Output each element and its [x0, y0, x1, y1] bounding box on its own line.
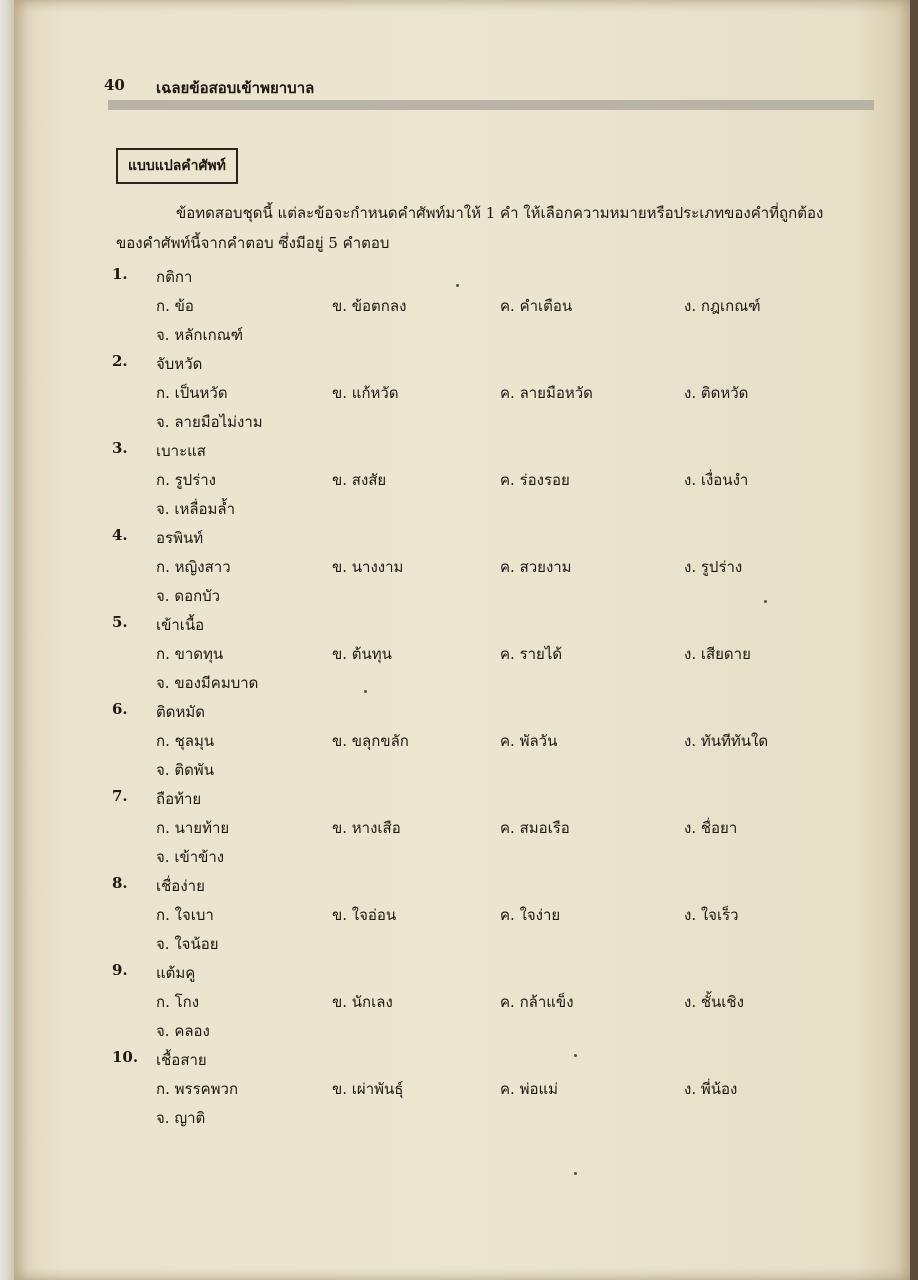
question-7 — [112, 787, 812, 874]
option-kho-khwai: ค. ร่องรอย — [500, 471, 570, 489]
option-kho: ข. นักเลง — [332, 993, 393, 1011]
section-title: แบบแปลคำศัพท์ — [116, 148, 238, 184]
option-kho: ข. สงสัย — [332, 471, 387, 489]
option-ko: ก. ขาดทุน — [156, 645, 224, 663]
page-number: 40 — [104, 76, 125, 94]
question-2 — [112, 352, 812, 439]
instructions — [116, 198, 876, 258]
question-word: เชื้อสาย — [156, 1051, 207, 1069]
option-ngo: ง. ใจเร็ว — [684, 906, 739, 924]
option-cho: จ. ดอกบัว — [156, 587, 221, 605]
instructions-line-1: ข้อทดสอบชุดนี้ แต่ละข้อจะกำหนดคำศัพท์มาให้ 1 คำ ให้เลือกความหมายหรือประเภทของคำที่ถูกต้อง — [176, 204, 824, 222]
question-number: 7. — [112, 787, 128, 805]
question-word: กติกา — [156, 268, 193, 286]
option-ngo: ง. ชื่อยา — [684, 819, 738, 837]
option-kho-khwai: ค. กล้าแข็ง — [500, 993, 574, 1011]
page-edge — [0, 0, 14, 1280]
option-kho: ข. ต้นทุน — [332, 645, 392, 663]
option-kho-khwai: ค. ลายมือหวัด — [500, 384, 593, 402]
paper-speck — [574, 1172, 577, 1175]
option-cho: จ. ของมีคมบาด — [156, 674, 259, 692]
question-word: ติดหมัด — [156, 703, 205, 721]
option-ngo: ง. เสียดาย — [684, 645, 751, 663]
question-number: 9. — [112, 961, 128, 979]
option-cho: จ. ใจน้อย — [156, 935, 219, 953]
option-ngo: ง. ชั้นเชิง — [684, 993, 744, 1011]
option-cho: จ. เข้าข้าง — [156, 848, 225, 866]
option-kho-khwai: ค. สวยงาม — [500, 558, 572, 576]
question-8 — [112, 874, 812, 961]
question-word: เชื่อง่าย — [156, 877, 205, 895]
header-rule — [108, 100, 874, 110]
option-ko: ก. ชุลมุน — [156, 732, 215, 750]
option-ngo: ง. รูปร่าง — [684, 558, 743, 576]
option-ngo: ง. พี่น้อง — [684, 1080, 738, 1098]
question-3 — [112, 439, 812, 526]
option-ngo: ง. กฎเกณฑ์ — [684, 297, 761, 315]
page-header — [104, 74, 874, 100]
option-ko: ก. โกง — [156, 993, 200, 1011]
option-kho-khwai: ค. พัลวัน — [500, 732, 558, 750]
option-ko: ก. เป็นหวัด — [156, 384, 228, 402]
option-ko: ก. ใจเบา — [156, 906, 214, 924]
option-cho: จ. คลอง — [156, 1022, 210, 1040]
option-ko: ก. นายท้าย — [156, 819, 230, 837]
option-kho: ข. นางงาม — [332, 558, 404, 576]
question-number: 4. — [112, 526, 128, 544]
option-ngo: ง. ติดหวัด — [684, 384, 749, 402]
question-word: อรพินท์ — [156, 529, 204, 547]
option-cho: จ. ติดพัน — [156, 761, 214, 779]
option-kho: ข. แก้หวัด — [332, 384, 399, 402]
option-ko: ก. พรรคพวก — [156, 1080, 239, 1098]
option-cho: จ. เหลื่อมล้ำ — [156, 500, 236, 518]
question-number: 1. — [112, 265, 128, 283]
instructions-line-2: ของคำศัพท์นี้จากคำตอบ ซึ่งมีอยู่ 5 คำตอบ — [116, 234, 390, 252]
option-cho: จ. หลักเกณฑ์ — [156, 326, 244, 344]
option-cho: จ. ลายมือไม่งาม — [156, 413, 263, 431]
question-word: แต้มคู — [156, 964, 196, 982]
option-kho: ข. หางเสือ — [332, 819, 401, 837]
question-10 — [112, 1048, 812, 1135]
option-kho-khwai: ค. รายได้ — [500, 645, 563, 663]
option-kho: ข. ข้อตกลง — [332, 297, 407, 315]
option-kho: ข. เผ่าพันธุ์ — [332, 1080, 404, 1098]
option-kho-khwai: ค. พ่อแม่ — [500, 1080, 559, 1098]
question-number: 10. — [112, 1048, 139, 1066]
option-ngo: ง. เงื่อนงำ — [684, 471, 749, 489]
option-ngo: ง. ทันทีทันใด — [684, 732, 769, 750]
option-ko: ก. ข้อ — [156, 297, 194, 315]
question-word: ถือท้าย — [156, 790, 202, 808]
question-list — [112, 265, 812, 1135]
running-title: เฉลยข้อสอบเข้าพยาบาล — [156, 79, 315, 97]
option-kho-khwai: ค. คำเตือน — [500, 297, 573, 315]
question-number: 6. — [112, 700, 128, 718]
option-ko: ก. หญิงสาว — [156, 558, 231, 576]
option-kho: ข. ใจอ่อน — [332, 906, 397, 924]
question-5 — [112, 613, 812, 700]
question-number: 8. — [112, 874, 128, 892]
question-9 — [112, 961, 812, 1048]
question-1 — [112, 265, 812, 352]
question-word: เข้าเนื้อ — [156, 616, 205, 634]
question-number: 3. — [112, 439, 128, 457]
question-6 — [112, 700, 812, 787]
option-kho-khwai: ค. สมอเรือ — [500, 819, 570, 837]
question-4 — [112, 526, 812, 613]
option-ko: ก. รูปร่าง — [156, 471, 216, 489]
option-cho: จ. ญาติ — [156, 1109, 206, 1127]
option-kho-khwai: ค. ใจง่าย — [500, 906, 561, 924]
question-word: จับหวัด — [156, 355, 203, 373]
question-number: 2. — [112, 352, 128, 370]
question-number: 5. — [112, 613, 128, 631]
option-kho: ข. ขลุกขลัก — [332, 732, 409, 750]
question-word: เบาะแส — [156, 442, 206, 460]
